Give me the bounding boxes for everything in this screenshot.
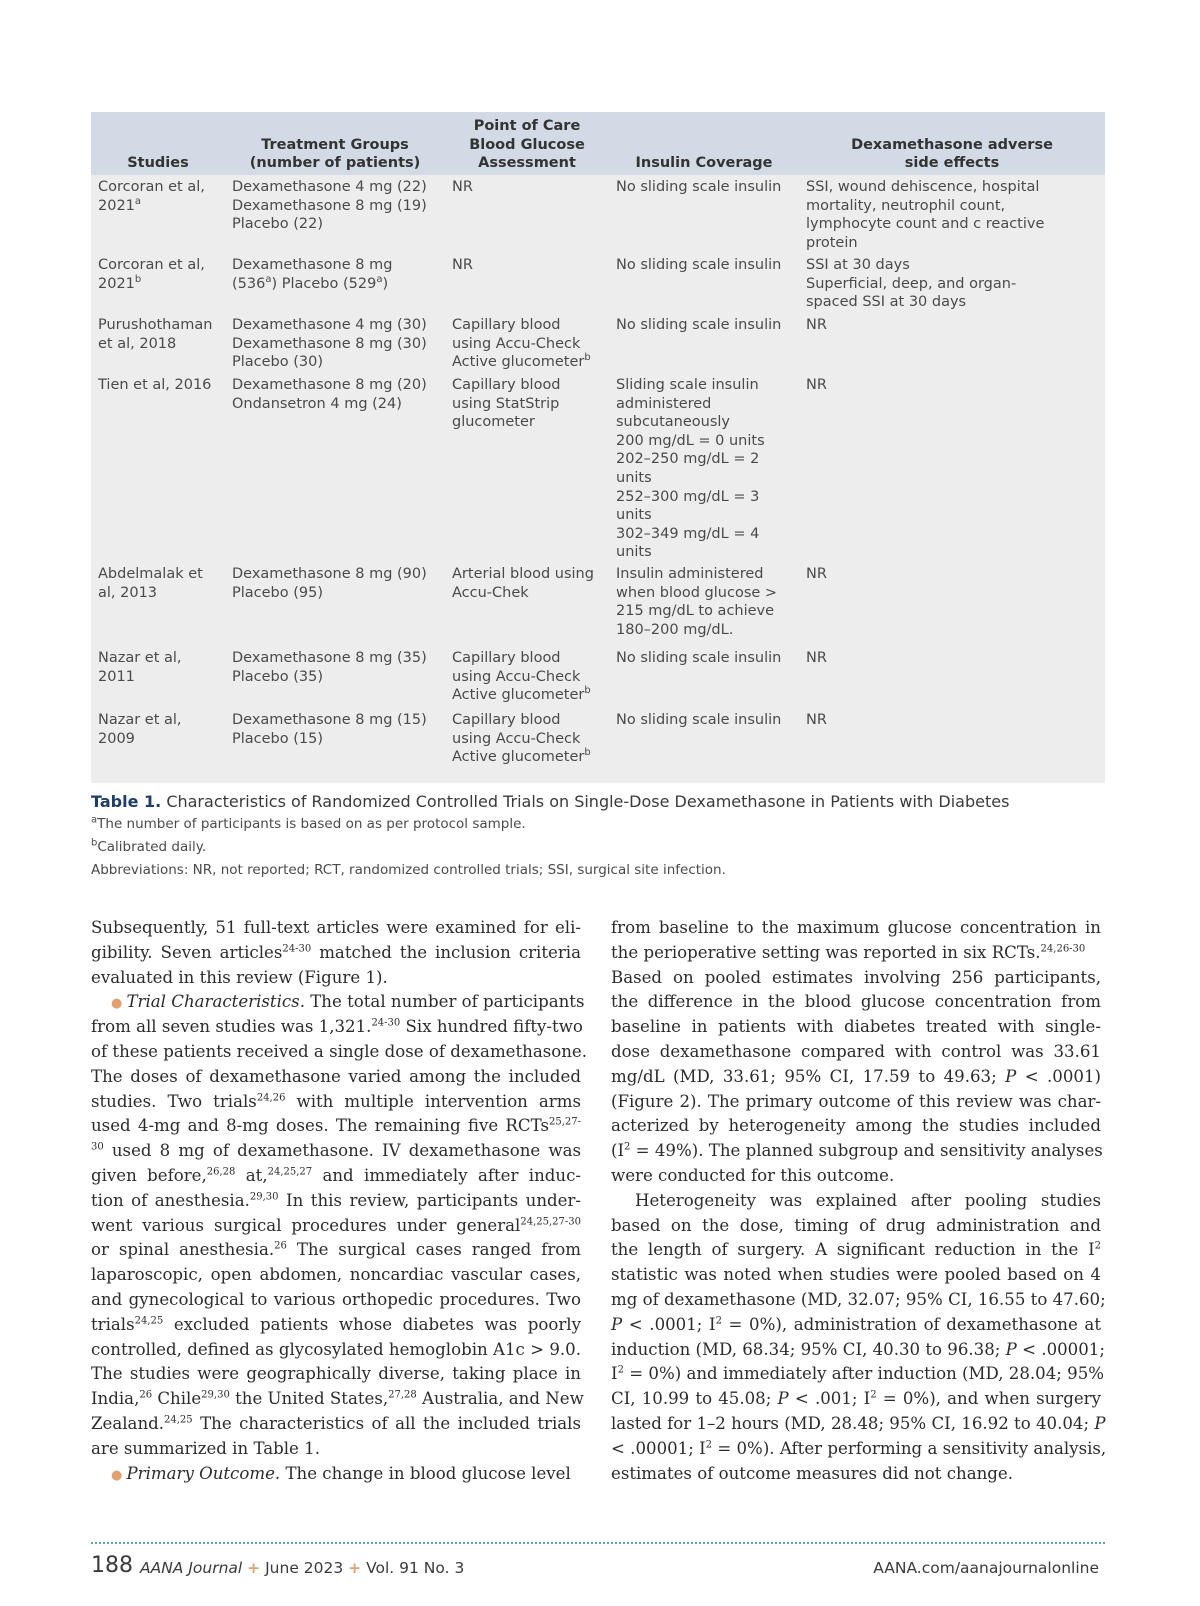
header-adverse-effects: Dexamethasone adverse side effects [851,136,1053,172]
italic-text: P [777,1389,789,1409]
footnote-marker: a [376,273,383,285]
cell-line: Dexamethasone 8 mg (35) [232,649,427,666]
cell-adverse [799,313,1105,373]
text-line: and gynecological to various orthopedic procedures. Two [91,1289,581,1309]
cell-insulin [609,313,799,373]
cell-line: Active glucometer$^b$ [452,747,591,766]
text-line: were conducted for this outcome. [611,1165,895,1185]
cell-line: Accu-Chek [452,584,529,601]
cell-line: Superficial, deep, and organ- [806,275,1017,292]
cell-line: 302–349 mg/dL = 4 [616,525,760,542]
citation: 24,26-30 [1040,943,1086,955]
cell-treatment [225,175,445,253]
cell-line: NR [452,257,473,273]
citation: 24,25,27 [267,1166,313,1178]
cell-line: Purushothaman [98,317,213,333]
text-line: from baseline to the maximum glucose concentration in [611,918,1101,937]
cell-line: No sliding scale insulin [616,179,782,195]
text-line: studies. Two trials$^{24,26}$ with multiple intervention arms [91,1091,581,1111]
bullet-icon: ● [111,996,127,1012]
cell-line: administered [616,395,712,412]
text-line: the difference in the blood glucose concentration from [611,992,1101,1012]
cell-line: SSI, wound dehiscence, hospital [806,179,1040,195]
text-line: used 4-mg and 8-mg doses. The remaining five RCTs$^{25,27-}$ [91,1116,581,1136]
cell-line: NR [806,565,827,582]
italic-text: Trial Characteristics. [126,992,305,1012]
text-line: dose dexamethasone compared with control was 33.61 [611,1041,1101,1061]
text-line: $^{30}$ used 8 mg of dexamethasone. IV dexamethasone was [91,1141,581,1161]
table-row [91,175,1105,253]
footnote-b-text: Calibrated daily. [97,839,207,855]
cell-line: 2009 [98,730,135,747]
text-line: India,$^{26}$ Chile$^{29,30}$ the United States,$^{27,28}$ Australia, and New [91,1389,584,1409]
citation: 24,26 [256,1092,286,1104]
cell-line: Capillary blood [452,377,561,393]
cell-line: Abdelmalak et [98,565,203,582]
cell-adverse [799,562,1105,646]
cell-line: 2011 [98,668,135,685]
text-line: or spinal anesthesia.$^{26}$ The surgical cases ranged from [91,1240,582,1260]
cell-line: Sliding scale insulin [616,377,759,393]
citation: 2 [705,1439,713,1451]
cell-line: spaced SSI at 30 days [806,294,967,311]
text-line: P < .0001; $I^2 = 0\%$), administration of dexamethasone at [611,1314,1101,1334]
citation: 2 [624,1141,631,1153]
text-line: lasted for 1–2 hours (MD, 28.48; 95% CI, 16.92 to 40.04; P [611,1413,1106,1433]
cell-line: NR [806,649,827,666]
footnote-marker: a [134,195,142,207]
cell-line: Insulin administered [616,565,764,582]
cell-line: 202–250 mg/dL = 2 [616,451,760,468]
page-footer [91,1553,1105,1583]
cell-line: Dexamethasone 4 mg (22) [232,179,427,195]
table-row [91,373,1105,562]
text-line: laparoscopic, open abdomen, noncardiac vascular cases, [91,1265,581,1285]
cell-treatment [225,313,445,373]
citation: 24,25 [134,1315,164,1327]
cell-line: when blood glucose > [616,584,778,601]
journal-url: AANA.com/aanajournalonline [873,1559,1099,1577]
table-caption [91,792,1105,811]
cell-line: NR [806,317,827,333]
cell-line: Nazar et al, [98,711,182,728]
text-line: of these patients received a single dose of dexamethasone. [91,1041,588,1061]
footnote-marker: b [584,352,591,364]
volume: Vol. 91 No. 3 [366,1559,465,1577]
italic-text: P [611,1314,623,1334]
cell-line: Capillary blood [452,711,561,728]
cell-line: No sliding scale insulin [616,257,782,273]
footnote-b-mark: b [91,837,98,849]
cell-study [91,175,225,253]
cell-study [91,562,225,646]
cell-line: glucometer [452,414,535,431]
cell-line: No sliding scale insulin [616,317,782,333]
cell-line: (536$^a$) Placebo (529$^a$) [232,273,389,292]
citation: 24-30 [371,1017,401,1029]
cell-treatment [225,562,445,646]
italic-text: P [1005,1339,1017,1359]
cell-line: Ondansetron 4 mg (24) [232,395,402,412]
cell-line: Dexamethasone 8 mg (15) [232,711,427,728]
cell-line: Active glucometer$^b$ [452,352,591,371]
cell-poc [445,313,609,373]
text-line: $I^2 = 0\%$) and immediately after induction (MD, 28.04; 95% [611,1364,1105,1384]
text-line: < .00001; $I^2 = 0\%$). After performing a sensitivity analysis, [611,1438,1107,1458]
cell-study [91,313,225,373]
header-insulin-coverage: Insulin Coverage [635,155,773,172]
cell-adverse [799,175,1105,253]
text-line: Zealand.$^{24,25}$ The characteristics of all the included trials [91,1413,581,1433]
header-studies: Studies [127,155,189,172]
cell-line: Dexamethasone 8 mg [232,257,393,273]
text-line: The doses of dexamethasone varied among the included [91,1066,581,1086]
cell-treatment [225,708,445,774]
footnote-a-mark: a [91,814,98,826]
footnote-b [91,839,1105,855]
cell-poc [445,646,609,708]
cell-line: Arterial blood using [452,565,594,582]
text-line: acterized by heterogeneity among the studies included [611,1116,1101,1136]
citation: 26 [274,1240,287,1252]
footnote-marker: b [584,685,591,697]
cell-line: mortality, neutrophil count, [806,197,1006,214]
cell-poc [445,708,609,774]
footer-divider [91,1542,1105,1544]
caption-text: Characteristics of Randomized Controlled Trials on Single-Dose Dexamethasone in Patients with Diabetes [166,792,1010,811]
footnote-marker: a [265,273,272,285]
table-1 [91,112,1105,783]
text-line: statistic was noted when studies were pooled based on 4 [611,1265,1101,1285]
header-point-of-care: Point of Care Blood Glucose Assessment [469,118,585,172]
table-row [91,646,1105,708]
cell-line: 200 mg/dL = 0 units [616,432,765,449]
footnote-a-text: The number of participants is based on as per protocol sample. [97,816,526,832]
cell-line: Dexamethasone 8 mg (30) [232,335,427,352]
citation: 26,28 [206,1166,236,1178]
table-row [91,562,1105,646]
citation: 30 [91,1141,104,1153]
cell-line: 215 mg/dL to achieve [616,603,775,620]
cell-adverse [799,253,1105,313]
text-line: went various surgical procedures under general$^{24,25,27-30}$ [91,1215,581,1235]
footnote-a [91,816,1105,832]
cell-line: using Accu-Check [452,730,581,747]
cell-line: 2021$^b$ [98,273,142,292]
citation: 24,25 [164,1414,193,1426]
citation: 25,27- [548,1116,581,1128]
text-line: the perioperative setting was reported in six RCTs.$^{24,26-30}$ [611,942,1086,962]
italic-text: P [1005,1066,1017,1086]
cell-line: NR [806,377,827,393]
citation: 2 [715,1315,722,1327]
journal-name: AANA Journal [140,1559,243,1577]
cell-study [91,373,225,562]
cell-line: lymphocyte count and c reactive [806,216,1045,233]
citation: 27,28 [388,1389,417,1401]
footnote-marker: b [134,273,142,285]
italic-text: Primary Outcome. [126,1463,281,1483]
separator-2: + [348,1559,362,1577]
cell-line: 180–200 mg/dL. [616,621,734,638]
cell-study [91,253,225,313]
text-line: tion of anesthesia.$^{29,30}$ In this review, participants under- [91,1190,582,1210]
cell-line: 2021$^a$ [98,195,142,214]
cell-line: units [616,507,652,524]
cell-adverse [799,708,1105,774]
citation: 29,30 [249,1191,279,1203]
cell-line: No sliding scale insulin [616,649,782,666]
table-header-row [91,112,1105,175]
text-line: based on the dose, timing of drug administration and [611,1215,1101,1235]
table-row [91,313,1105,373]
text-line: gibility. Seven articles$^{24-30}$ matched the inclusion criteria [91,942,581,962]
cell-treatment [225,373,445,562]
text-line: mg of dexamethasone (MD, 32.07; 95% CI, 16.55 to 47.60; [611,1289,1106,1309]
cell-line: Dexamethasone 8 mg (19) [232,197,427,214]
cell-line: Capillary blood [452,317,561,333]
citation: 2 [1094,1240,1101,1252]
table-row [91,708,1105,774]
cell-poc [445,253,609,313]
cell-line: using Accu-Check [452,668,581,685]
cell-line: Placebo (30) [232,354,324,371]
rct-characteristics-table [91,112,1105,774]
citation: 29,30 [201,1389,230,1401]
cell-line: using StatStrip [452,395,560,412]
text-line: the length of surgery. A significant reduction in the $I^2$ [611,1240,1101,1260]
text-line: $(I^2 = 49\%)$. The planned subgroup and sensitivity analyses [611,1141,1103,1161]
cell-line: units [616,544,652,561]
text-line: are summarized in Table 1. [91,1438,320,1458]
citation: 26 [139,1389,153,1401]
cell-line: subcutaneously [616,414,731,431]
separator-1: + [247,1559,261,1577]
cell-line: Placebo (22) [232,216,324,233]
text-line: evaluated in this review (Figure 1). [91,967,388,987]
cell-insulin [609,562,799,646]
cell-insulin [609,646,799,708]
citation: 2 [617,1364,624,1376]
cell-insulin [609,175,799,253]
cell-line: Active glucometer$^b$ [452,685,591,704]
cell-insulin [609,253,799,313]
cell-line: protein [806,234,858,251]
cell-line: Placebo (95) [232,584,324,601]
cell-line: et al, 2018 [98,335,177,352]
citation: 24,25,27-30 [520,1216,581,1228]
cell-poc [445,373,609,562]
cell-adverse [799,373,1105,562]
text-line: controlled, defined as glycosylated hemoglobin A1c > 9.0. [91,1339,581,1359]
header-treatment-groups: Treatment Groups (number of patients) [249,136,421,172]
text-line: baseline in patients with diabetes treated with single- [611,1017,1101,1037]
footnote-marker: b [584,747,591,759]
journal-info [140,1559,464,1577]
cell-study [91,708,225,774]
table-body [91,175,1105,774]
cell-line: Tien et al, 2016 [98,377,212,393]
text-line: Based on pooled estimates involving 256 participants, [611,967,1101,987]
cell-line: Dexamethasone 4 mg (30) [232,317,427,333]
cell-line: NR [806,711,827,728]
text-line: ● Primary Outcome. The change in blood glucose level [111,1463,571,1483]
citation: 2 [870,1389,877,1401]
cell-line: Nazar et al, [98,649,182,666]
text-line: induction (MD, 68.34; 95% CI, 40.30 to 96.38; P < .00001; [611,1339,1105,1359]
cell-line: No sliding scale insulin [616,711,782,728]
text-line: ● Trial Characteristics. The total number of participants [111,992,585,1012]
citation: 24-30 [282,943,312,955]
cell-poc [445,175,609,253]
bullet-icon: ● [111,1467,127,1483]
cell-line: Corcoran et al, [98,257,205,273]
cell-line: Corcoran et al, [98,179,205,195]
text-line: The studies were geographically diverse, taking place in [91,1364,581,1384]
footnote-abbreviations: Abbreviations: NR, not reported; RCT, randomized controlled trials; SSI, surgical site infection. [91,862,726,878]
text-line: CI, 10.99 to 45.08; P < .001; $I^2 = 0\%$), and when surgery [611,1389,1101,1409]
table-row [91,253,1105,313]
cell-treatment [225,646,445,708]
cell-insulin [609,708,799,774]
cell-line: NR [452,179,473,195]
cell-line: al, 2013 [98,584,158,601]
issue-date: June 2023 [265,1559,344,1577]
cell-study [91,646,225,708]
cell-insulin [609,373,799,562]
text-line: given before,$^{26,28}$ at,$^{24,25,27}$ and immediately after induc- [91,1165,581,1185]
text-line: Subsequently, 51 full-text articles were examined for eli- [91,918,581,937]
page-number: 188 [91,1553,133,1578]
cell-line: Dexamethasone 8 mg (90) [232,565,427,582]
text-line: mg/dL (MD, 33.61; 95% CI, 17.59 to 49.63; P < .0001) [611,1066,1101,1086]
cell-line: Dexamethasone 8 mg (20) [232,377,427,393]
text-line: Heterogeneity was explained after pooling studies [635,1190,1101,1210]
text-line: (Figure 2). The primary outcome of this review was char- [611,1091,1101,1111]
cell-line: Placebo (35) [232,668,324,685]
cell-line: units [616,469,652,486]
cell-adverse [799,646,1105,708]
cell-treatment [225,253,445,313]
italic-text: P [1094,1413,1106,1433]
cell-line: SSI at 30 days [806,257,910,273]
body-column-right [611,916,1107,1486]
caption-label: Table 1. [91,792,162,811]
cell-line: 252–300 mg/dL = 3 [616,488,760,505]
cell-line: Placebo (15) [232,730,324,747]
cell-line: Capillary blood [452,649,561,666]
cell-poc [445,562,609,646]
cell-line: using Accu-Check [452,335,581,352]
text-line: trials$^{24,25}$ excluded patients whose diabetes was poorly [91,1314,581,1334]
text-line: estimates of outcome measures did not change. [611,1463,1014,1483]
body-column-left [91,916,588,1486]
text-line: from all seven studies was 1,321.$^{24-30}$ Six hundred fifty-two [91,1017,583,1037]
